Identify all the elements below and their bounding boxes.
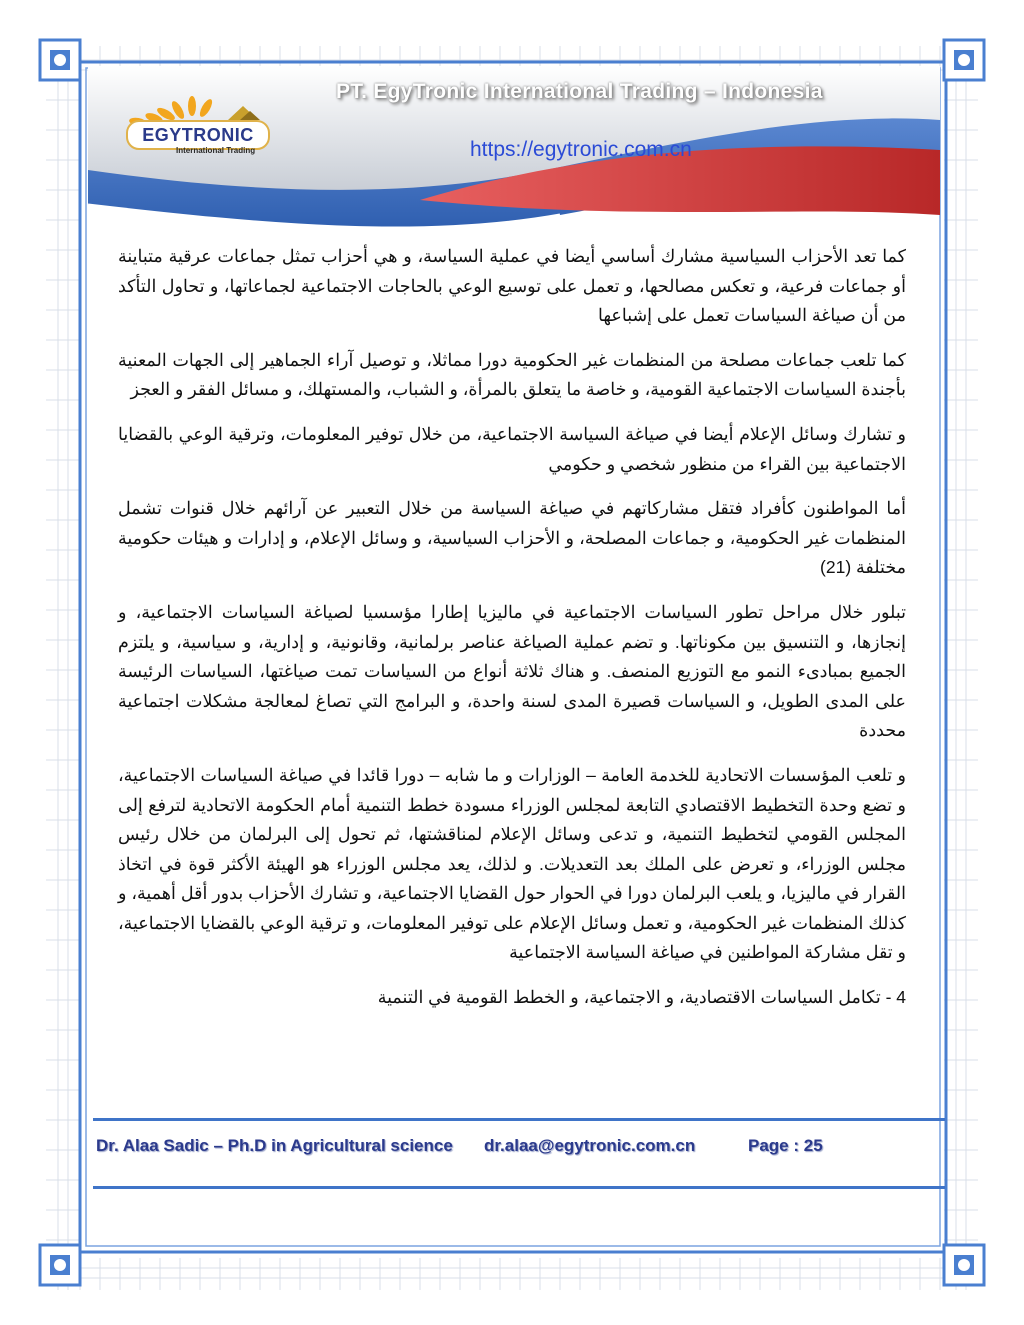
paragraph: تبلور خلال مراحل تطور السياسات الاجتماعية في ماليزيا إطارا مؤسسيا لصياغة السياسات الاجتماعية، و إنجازها، و التنسيق بين مكوناتها. و تضم عملية الصياغة عناصر برلمانية، وقانونية، و إدارية، و سياسية، و يلتزم الجميع بمبادىء النمو مع التوزيع المنصف. و هناك ثلاثة أنواع من السياسات تمت صياغتها، السياسات الرئيسة على المدى الطويل، و السياسات قصيرة المدى لسنة واحدة، و البرامج التي تصاغ لمعالجة مشكلات اجتماعية محددة [118,601,906,741]
document-body [118,242,906,1028]
company-title: PT. EgyTronic International Trading – Indonesia [336,80,823,103]
corner-ornament-bottom-left [40,1245,80,1285]
section-heading: 4 - تكامل السياسات الاقتصادية، و الاجتماعية، و الخطط القومية في التنمية [377,987,906,1008]
website-link[interactable]: https://egytronic.com.cn [470,138,692,161]
footer-page-number: Page : 25 [748,1136,823,1155]
company-logo [118,80,278,170]
logo-tagline: International Trading [176,146,256,155]
footer-divider-bottom [93,1186,945,1189]
paragraph: كما تعد الأحزاب السياسية مشارك أساسي أيضا في عملية السياسة، و هي أحزاب تمثل جماعات عرقية متباينة أو جماعات فرعية، و تعكس مصالحها، و تعمل على توسيع الوعي بالحاجات الاجتماعية لجماعاتها، و تحاول التأكد من أن صياغة السياسات تعمل على إشباعها [118,246,906,326]
footer-author: Dr. Alaa Sadic – Ph.D in Agricultural science [96,1136,453,1155]
footer-divider-top [93,1118,945,1121]
footer-email[interactable]: dr.alaa@egytronic.com.cn [484,1136,696,1155]
logo-wordmark: EGYTRONIC [142,124,254,145]
paragraph: و تلعب المؤسسات الاتحادية للخدمة العامة – الوزارات و ما شابه – دورا قائدا في صياغة السياسات الاجتماعية، و تضع وحدة التخطيط الاقتصادي التابعة لمجلس الوزراء مسودة خطط التنمية أمام الحكومة الاتحادية لترفع إلى المجلس القومي لتخطيط التنمية، و تدعى وسائل الإعلام لمناقشتها، ثم تحول إلى البرلمان من خلال رئيس مجلس الوزراء، و تعرض على الملك بعد التعديلات. و لذلك، يعد مجلس الوزراء هو الهيئة الأكثر قوة في اتخاذ القرار في ماليزيا، و يلعب البرلمان دورا في الحوار حول القضايا الاجتماعية، و تشارك الأحزاب بدور أقل أهمية، و كذلك المنظمات غير الحكومية، و تعمل وسائل الإعلام على توفير المعلومات، و ترقية الوعي بالقضايا الاجتماعية، و تقل مشاركة المواطنين في صياغة السياسة الاجتماعية [118,764,906,963]
paragraph: كما تلعب جماعات مصلحة من المنظمات غير الحكومية دورا مماثلا، و توصيل آراء الجماهير إلى الجهات المعنية بأجندة السياسات الاجتماعية القومية، و خاصة ما يتعلق بالمرأة، و الشباب، والمستهلك، و مسائل الفقر و العجز [118,349,906,400]
paragraph: أما المواطنون كأفراد فتقل مشاركاتهم في صياغة السياسة من خلال التعبير عن آرائهم خلال قنوات تشمل المنظمات غير الحكومية، و جماعات المصلحة، و الأحزاب السياسية، و وسائل الإعلام، و إدارات و هيئات حكومية مختلفة (21) [118,498,906,578]
paragraph: و تشارك وسائل الإعلام أيضا في صياغة السياسة الاجتماعية، من خلال توفير المعلومات، وترقية الوعي بالقضايا الاجتماعية بين القراء من منظور شخصي و حكومي [118,423,906,474]
corner-ornament-bottom-right [944,1245,984,1285]
